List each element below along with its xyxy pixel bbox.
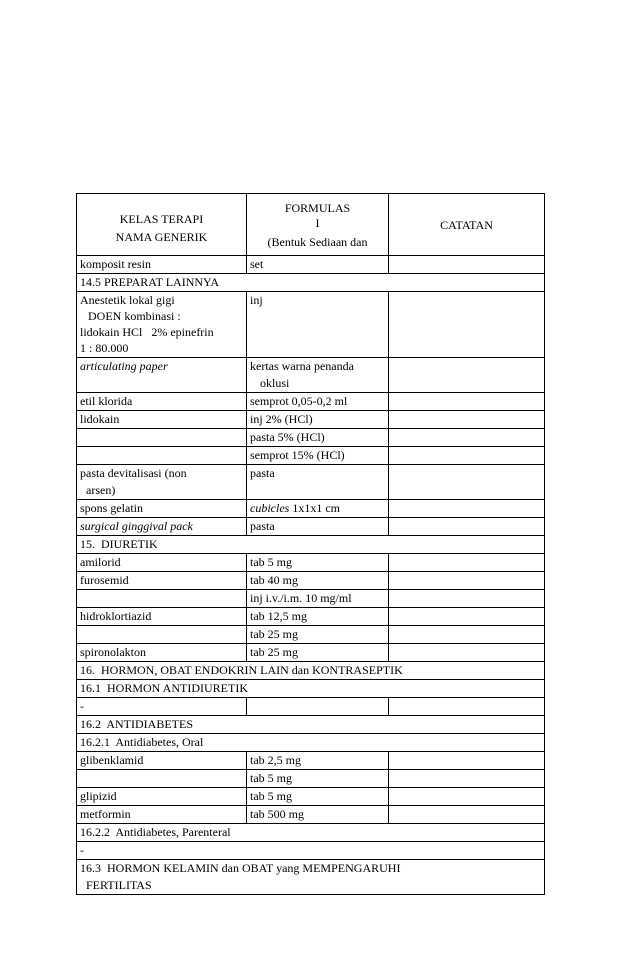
dosage-form: tab 5 mg — [247, 770, 389, 788]
generic-name-continued — [77, 626, 247, 644]
dosage-form: inj i.v./i.m. 10 mg/ml — [247, 590, 389, 608]
notes-cell — [389, 608, 545, 626]
table-row — [77, 292, 545, 358]
notes-cell — [389, 447, 545, 465]
dosage-form: tab 25 mg — [247, 626, 389, 644]
generic-name: amilorid — [77, 554, 247, 572]
dosage-form: pasta — [247, 465, 389, 500]
table-row — [77, 500, 545, 518]
generic-name-line: Anestetik lokal gigi — [80, 293, 175, 307]
header-nama-generik-line2: NAMA GENERIK — [115, 229, 208, 244]
dosage-form — [247, 500, 389, 518]
generic-name: hidroklortiazid — [77, 608, 247, 626]
dosage-form: tab 12,5 mg — [247, 608, 389, 626]
table-row — [77, 752, 545, 770]
table-row — [77, 842, 545, 860]
table-row — [77, 770, 545, 788]
section-row — [77, 536, 545, 554]
generic-name: articulating paper — [77, 358, 247, 393]
notes-cell — [389, 518, 545, 536]
subsection-title-line: 16.3 HORMON KELAMIN dan OBAT yang MEMPENGARUHI — [80, 861, 401, 875]
section-title: 15. DIURETIK — [77, 536, 545, 554]
dosage-form: pasta 5% (HCl) — [247, 429, 389, 447]
generic-name-line: lidokain HCl 2% epinefrin — [80, 325, 214, 339]
generic-name: komposit resin — [77, 256, 247, 274]
table-row — [77, 411, 545, 429]
subsection-title: 16.1 HORMON ANTIDIURETIK — [77, 680, 545, 698]
notes-cell — [389, 590, 545, 608]
dosage-form-size: 1x1x1 cm — [289, 501, 340, 515]
generic-name: spons gelatin — [77, 500, 247, 518]
section-row — [77, 680, 545, 698]
section-row — [77, 824, 545, 842]
generic-name-line: DOEN kombinasi : — [88, 309, 181, 323]
dosage-form: tab 40 mg — [247, 572, 389, 590]
table-row — [77, 358, 545, 393]
table-row — [77, 518, 545, 536]
table-row — [77, 626, 545, 644]
generic-name-line: pasta devitalisasi (non — [80, 466, 187, 480]
notes-cell — [389, 770, 545, 788]
header-formulasi — [247, 194, 389, 256]
notes-cell — [389, 806, 545, 824]
generic-name — [77, 292, 247, 358]
notes-cell — [389, 752, 545, 770]
table-row — [77, 256, 545, 274]
section-row — [77, 274, 545, 292]
dosage-form-italic: cubicles — [250, 501, 290, 515]
header-catatan: CATATAN — [389, 194, 545, 256]
generic-name-continued — [77, 770, 247, 788]
subsection-title: 16.2.1 Antidiabetes, Oral — [77, 734, 545, 752]
dosage-form: semprot 0,05-0,2 ml — [247, 393, 389, 411]
generic-name: - — [77, 698, 247, 716]
dosage-form-line: oklusi — [260, 376, 290, 390]
header-kelas-terapi-line1: KELAS TERAPI — [119, 211, 204, 226]
table-row — [77, 608, 545, 626]
generic-name: metformin — [77, 806, 247, 824]
dosage-form: tab 500 mg — [247, 806, 389, 824]
table-row — [77, 698, 545, 716]
subsection-title: 16.2.2 Antidiabetes, Parenteral — [77, 824, 545, 842]
section-title: 16. HORMON, OBAT ENDOKRIN LAIN dan KONTRASEPTIK — [77, 662, 545, 680]
dosage-form: pasta — [247, 518, 389, 536]
generic-name-continued — [77, 429, 247, 447]
table-row — [77, 590, 545, 608]
header-formulasi-line3: (Bentuk Sediaan dan — [267, 235, 368, 249]
dosage-form — [247, 358, 389, 393]
notes-cell — [389, 292, 545, 358]
notes-cell — [389, 644, 545, 662]
generic-name-continued — [77, 590, 247, 608]
dosage-form: inj 2% (HCl) — [247, 411, 389, 429]
notes-cell — [389, 572, 545, 590]
table-row — [77, 465, 545, 500]
header-kelas-terapi — [77, 194, 247, 256]
table-row — [77, 429, 545, 447]
header-formulasi-line2: I — [315, 216, 320, 230]
table-row — [77, 788, 545, 806]
section-row — [77, 860, 545, 895]
table-header-row — [77, 194, 545, 256]
table-row — [77, 572, 545, 590]
notes-cell — [389, 626, 545, 644]
generic-name — [77, 465, 247, 500]
section-row — [77, 662, 545, 680]
notes-cell — [389, 465, 545, 500]
notes-cell — [389, 788, 545, 806]
notes-cell — [389, 554, 545, 572]
subsection-title — [77, 860, 545, 895]
notes-cell — [389, 256, 545, 274]
notes-cell — [389, 429, 545, 447]
dosage-form: tab 5 mg — [247, 554, 389, 572]
table-row — [77, 554, 545, 572]
generic-name-continued — [77, 447, 247, 465]
subsection-title-line: FERTILITAS — [86, 878, 152, 892]
subsection-title: 16.2 ANTIDIABETES — [77, 716, 545, 734]
table-row — [77, 393, 545, 411]
generic-name: lidokain — [77, 411, 247, 429]
generic-name: glibenklamid — [77, 752, 247, 770]
dosage-form: tab 2,5 mg — [247, 752, 389, 770]
notes-cell — [389, 393, 545, 411]
notes-cell — [389, 698, 545, 716]
generic-name: surgical ginggival pack — [77, 518, 247, 536]
table-row — [77, 644, 545, 662]
dosage-form: semprot 15% (HCl) — [247, 447, 389, 465]
table-row — [77, 806, 545, 824]
section-row — [77, 734, 545, 752]
generic-name: glipizid — [77, 788, 247, 806]
section-title: 14.5 PREPARAT LAINNYA — [77, 274, 545, 292]
generic-name: spironolakton — [77, 644, 247, 662]
header-formulasi-line1: FORMULAS — [284, 201, 351, 215]
dosage-form: set — [247, 256, 389, 274]
generic-name-line: 1 : 80.000 — [80, 341, 129, 355]
notes-cell — [389, 358, 545, 393]
table-row — [77, 447, 545, 465]
dosage-form: inj — [247, 292, 389, 358]
formulary-table — [76, 193, 545, 895]
generic-name: - — [77, 842, 545, 860]
notes-cell — [389, 411, 545, 429]
generic-name-line: arsen) — [86, 483, 116, 497]
notes-cell — [389, 500, 545, 518]
generic-name: furosemid — [77, 572, 247, 590]
dosage-form-line: kertas warna penanda — [250, 359, 354, 373]
dosage-form: tab 25 mg — [247, 644, 389, 662]
generic-name: etil klorida — [77, 393, 247, 411]
section-row — [77, 716, 545, 734]
dosage-form — [247, 698, 389, 716]
dosage-form: tab 5 mg — [247, 788, 389, 806]
